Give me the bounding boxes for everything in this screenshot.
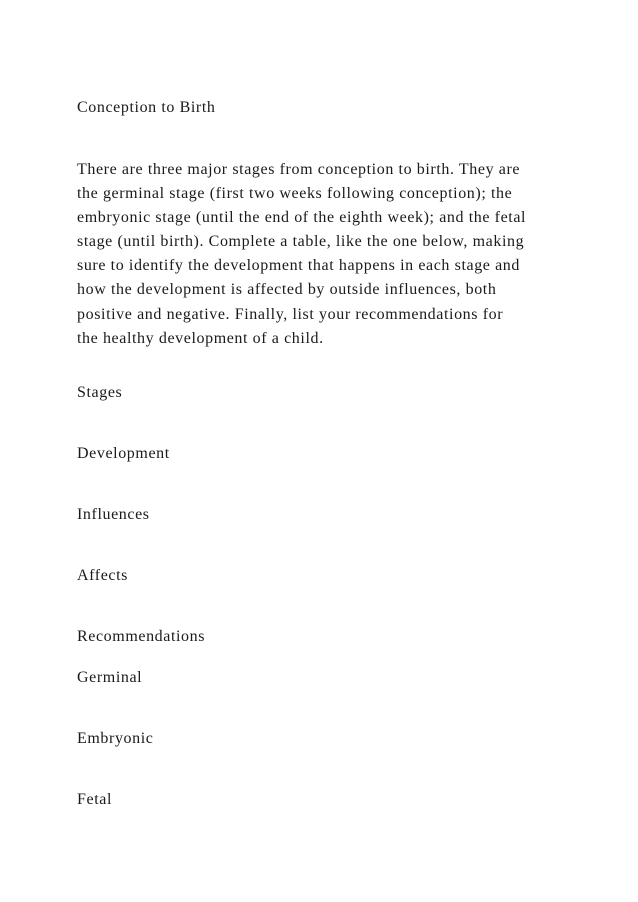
table-stage-germinal: Germinal: [77, 669, 143, 686]
paragraph-line: stage (until birth). Complete a table, like the one below, making: [77, 233, 525, 251]
paragraph-line: the healthy development of a child.: [77, 329, 324, 347]
document-title: Conception to Birth: [77, 99, 216, 116]
paragraph-line: positive and negative. Finally, list your recommendations for: [77, 305, 504, 323]
paragraph-line: sure to identify the development that happens in each stage and: [77, 257, 521, 275]
paragraph-line: There are three major stages from conception to birth. They are: [77, 161, 521, 178]
table-header-influences: Influences: [77, 506, 150, 523]
paragraph-line: the germinal stage (first two weeks following conception); the: [77, 185, 513, 203]
table-stage-embryonic: Embryonic: [77, 730, 154, 747]
table-header-affects: Affects: [77, 567, 128, 584]
table-stage-fetal: Fetal: [77, 791, 112, 808]
table-header-recommendations: Recommendations: [77, 628, 206, 645]
paragraph-line: how the development is affected by outside influences, both: [77, 281, 497, 299]
table-header-stages: Stages: [77, 384, 123, 401]
table-header-development: Development: [77, 445, 170, 462]
paragraph-line: embryonic stage (until the end of the eighth week); and the fetal: [77, 209, 527, 227]
instructions-paragraph: [77, 158, 526, 351]
